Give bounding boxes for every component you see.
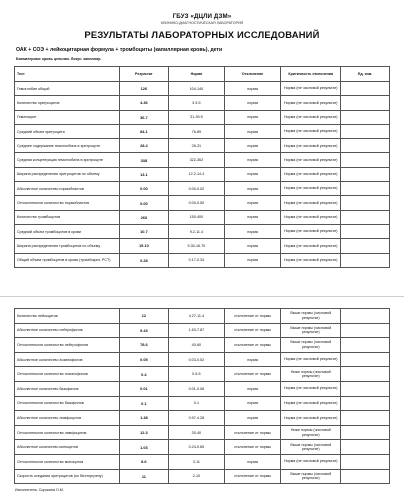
cell-deviation: норма: [225, 110, 281, 124]
cell-unit: [341, 323, 390, 338]
table-row: [15, 210, 390, 224]
cell-unit: [341, 253, 390, 267]
table-row: [15, 182, 390, 196]
cell-criticality: Выше нормы (числовой результат): [281, 440, 341, 455]
cell-test-name: Количество тромбоцитов: [15, 210, 120, 224]
results-table-1: [14, 66, 390, 268]
cell-test-name: Ширина распределения эритроцитов по объему: [15, 167, 120, 181]
cell-criticality: Выше нормы (числовой результат): [281, 323, 341, 338]
cell-norm: 0-1: [168, 396, 224, 411]
table-row: [15, 469, 390, 484]
cell-unit: [341, 309, 390, 324]
table-row: [15, 440, 390, 455]
cell-unit: [341, 96, 390, 110]
cell-test-name: Средний объем тромбоцитов в крови: [15, 224, 120, 238]
table-row: [15, 381, 390, 396]
cell-criticality: Норма (не числовой результат): [281, 454, 341, 469]
cell-norm: 0.03-0.52: [168, 352, 224, 367]
table-row: [15, 411, 390, 426]
table-row: [15, 82, 390, 96]
cell-unit: [341, 411, 390, 426]
cell-deviation: норма: [225, 96, 281, 110]
cell-result: 15.10: [120, 239, 169, 253]
cell-norm: 150-400: [168, 210, 224, 224]
cell-criticality: Норма (не числовой результат): [281, 182, 341, 196]
table-row: [15, 110, 390, 124]
cell-criticality: Норма (не числовой результат): [281, 253, 341, 267]
cell-unit: [341, 124, 390, 138]
cell-result: 10.7: [120, 224, 169, 238]
cell-deviation: норма: [225, 82, 281, 96]
table-row: [15, 454, 390, 469]
column-header-test: Тест: [15, 67, 120, 82]
column-header-norm: Норма: [168, 67, 224, 82]
cell-norm: 31-39.5: [168, 110, 224, 124]
cell-unit: [341, 440, 390, 455]
cell-deviation: норма: [225, 411, 281, 426]
cell-criticality: Норма (не числовой результат): [281, 153, 341, 167]
cell-criticality: Ниже нормы (числовой результат): [281, 367, 341, 382]
cell-norm: 0.00-0.50: [168, 196, 224, 210]
table-row: [15, 309, 390, 324]
page-separator: [0, 296, 404, 297]
results-table-2: [14, 308, 390, 484]
cell-unit: [341, 82, 390, 96]
cell-unit: [341, 367, 390, 382]
table-row: [15, 139, 390, 153]
cell-test-name: Абсолютное количество нормобластов: [15, 182, 120, 196]
cell-criticality: Ниже нормы (числовой результат): [281, 425, 341, 440]
cell-criticality: Норма (не числовой результат): [281, 82, 341, 96]
cell-norm: 322-362: [168, 153, 224, 167]
cell-result: 8.6: [120, 454, 169, 469]
cell-result: 13.1: [120, 167, 169, 181]
table-header-row: [15, 67, 390, 82]
cell-norm: 0.24-0.85: [168, 440, 224, 455]
cell-deviation: норма: [225, 210, 281, 224]
cell-norm: 9.2-11.4: [168, 224, 224, 238]
cell-unit: [341, 425, 390, 440]
cell-norm: 0.17-0.34: [168, 253, 224, 267]
cell-criticality: Норма (не числовой результат): [281, 239, 341, 253]
cell-unit: [341, 338, 390, 353]
cell-criticality: Норма (не числовой результат): [281, 396, 341, 411]
cell-deviation: норма: [225, 381, 281, 396]
cell-norm: 26-31: [168, 139, 224, 153]
cell-criticality: Норма (не числовой результат): [281, 167, 341, 181]
cell-norm: 9.30-16.70: [168, 239, 224, 253]
organization-name: ГБУЗ «ДЦЛИ ДЗМ»: [172, 13, 232, 20]
report-page-2: [14, 302, 390, 500]
cell-criticality: Норма (не числовой результат): [281, 96, 341, 110]
test-panel-name: ОАК + СОЭ + лейкоцитарная формула + тромбоциты (капиллярная кровь), дети: [16, 47, 223, 53]
cell-norm: 30-40: [168, 425, 224, 440]
cell-test-name: Абсолютное количество эозинофилов: [15, 352, 120, 367]
column-header-result: Результат: [120, 67, 169, 82]
cell-deviation: отклонение от нормы: [225, 440, 281, 455]
table-row: [15, 367, 390, 382]
cell-test-name: Относительное количество эозинофилов: [15, 367, 120, 382]
cell-result: 11: [120, 469, 169, 484]
cell-criticality: Норма (не числовой результат): [281, 124, 341, 138]
cell-criticality: Норма (не числовой результат): [281, 352, 341, 367]
cell-norm: 1.63-7.87: [168, 323, 224, 338]
cell-unit: [341, 352, 390, 367]
cell-test-name: Общий объем тромбоцитов в крови (тромбокрит, PCT): [15, 253, 120, 267]
cell-unit: [341, 381, 390, 396]
cell-result: 338: [120, 153, 169, 167]
cell-unit: [341, 239, 390, 253]
cell-unit: [341, 224, 390, 238]
cell-unit: [341, 167, 390, 181]
report-page-1: [14, 0, 390, 293]
cell-deviation: норма: [225, 139, 281, 153]
biomaterial-info: Биоматериал: кровь цельная. Локус: капилляр.: [16, 57, 102, 61]
cell-deviation: отклонение от нормы: [225, 469, 281, 484]
cell-deviation: норма: [225, 253, 281, 267]
table-row: [15, 96, 390, 110]
cell-deviation: норма: [225, 352, 281, 367]
cell-norm: 3.9-5: [168, 96, 224, 110]
cell-test-name: Гемоглобин общий: [15, 82, 120, 96]
cell-norm: 3-11: [168, 454, 224, 469]
cell-result: 0.4: [120, 367, 169, 382]
cell-deviation: отклонение от нормы: [225, 338, 281, 353]
cell-result: 28.4: [120, 139, 169, 153]
cell-norm: 104-140: [168, 82, 224, 96]
cell-result: 126: [120, 82, 169, 96]
cell-criticality: Выше нормы (числовой результат): [281, 469, 341, 484]
table-row: [15, 153, 390, 167]
cell-norm: 4.27-11.4: [168, 309, 224, 324]
cell-deviation: норма: [225, 167, 281, 181]
cell-deviation: норма: [225, 224, 281, 238]
cell-deviation: норма: [225, 396, 281, 411]
cell-deviation: отклонение от нормы: [225, 323, 281, 338]
cell-unit: [341, 110, 390, 124]
cell-criticality: Выше нормы (числовой результат): [281, 309, 341, 324]
cell-result: 0.01: [120, 381, 169, 396]
cell-norm: 76-89: [168, 124, 224, 138]
cell-deviation: отклонение от нормы: [225, 309, 281, 324]
cell-norm: 0.5-5: [168, 367, 224, 382]
cell-deviation: норма: [225, 239, 281, 253]
cell-result: 1.03: [120, 440, 169, 455]
cell-deviation: норма: [225, 153, 281, 167]
column-header-criticality: Критичность отклонения: [281, 67, 341, 82]
cell-result: 84.1: [120, 124, 169, 138]
cell-unit: [341, 139, 390, 153]
cell-test-name: Ширина распределения тромбоцитов по объему: [15, 239, 120, 253]
cell-test-name: Средний объем эритроцита: [15, 124, 120, 138]
cell-deviation: отклонение от нормы: [225, 425, 281, 440]
cell-unit: [341, 153, 390, 167]
cell-test-name: Абсолютное количество нейтрофилов: [15, 323, 120, 338]
cell-criticality: Норма (не числовой результат): [281, 411, 341, 426]
table-row: [15, 338, 390, 353]
cell-criticality: Норма (не числовой результат): [281, 381, 341, 396]
cell-unit: [341, 182, 390, 196]
cell-result: 1.48: [120, 411, 169, 426]
cell-deviation: норма: [225, 124, 281, 138]
cell-test-name: Относительное количество нейтрофилов: [15, 338, 120, 353]
cell-norm: 12.2-14.4: [168, 167, 224, 181]
cell-unit: [341, 469, 390, 484]
cell-deviation: норма: [225, 182, 281, 196]
cell-criticality: Норма (не числовой результат): [281, 224, 341, 238]
cell-norm: 0.00-0.02: [168, 182, 224, 196]
cell-test-name: Гематокрит: [15, 110, 120, 124]
cell-deviation: отклонение от нормы: [225, 367, 281, 382]
cell-test-name: Количество лейкоцитов: [15, 309, 120, 324]
table-row: [15, 196, 390, 210]
table-row: [15, 239, 390, 253]
cell-result: 0.00: [120, 182, 169, 196]
cell-norm: 0.97-4.28: [168, 411, 224, 426]
cell-result: 4.36: [120, 96, 169, 110]
cell-result: 260: [120, 210, 169, 224]
report-title: РЕЗУЛЬТАТЫ ЛАБОРАТОРНЫХ ИССЛЕДОВАНИЙ: [84, 29, 320, 40]
cell-test-name: Абсолютное количество лимфоцитов: [15, 411, 120, 426]
cell-test-name: Среднее содержание гемоглобина в эритроците: [15, 139, 120, 153]
cell-result: 0.28: [120, 253, 169, 267]
cell-unit: [341, 396, 390, 411]
table-row: [15, 396, 390, 411]
cell-test-name: Относительное количество базофилов: [15, 396, 120, 411]
cell-result: 12: [120, 309, 169, 324]
cell-test-name: Скорость оседания эритроцитов (по Вестергрену): [15, 469, 120, 484]
cell-criticality: Норма (не числовой результат): [281, 210, 341, 224]
table-row: [15, 124, 390, 138]
cell-test-name: Относительное количество моноцитов: [15, 454, 120, 469]
laboratory-name: КЛИНИКО-ДИАГНОСТИЧЕСКАЯ ЛАБОРАТОРИЯ: [160, 21, 244, 25]
table-row: [15, 167, 390, 181]
executor-signature: Исполнитель: Сорокина О.М.: [15, 488, 64, 493]
column-header-unit: Ед. изм.: [341, 67, 390, 82]
cell-result: 0.00: [120, 196, 169, 210]
cell-unit: [341, 454, 390, 469]
cell-result: 0.05: [120, 352, 169, 367]
column-header-deviation: Отклонение: [225, 67, 281, 82]
table-row: [15, 352, 390, 367]
cell-result: 78.6: [120, 338, 169, 353]
table-row: [15, 323, 390, 338]
cell-test-name: Относительное количество лимфоцитов: [15, 425, 120, 440]
cell-norm: 0.01-0.06: [168, 381, 224, 396]
cell-result: 9.43: [120, 323, 169, 338]
cell-criticality: Норма (не числовой результат): [281, 139, 341, 153]
cell-norm: 40-60: [168, 338, 224, 353]
table-row: [15, 253, 390, 267]
cell-deviation: норма: [225, 196, 281, 210]
cell-criticality: Норма (не числовой результат): [281, 196, 341, 210]
cell-norm: 2-10: [168, 469, 224, 484]
cell-test-name: Количество эритроцитов: [15, 96, 120, 110]
cell-test-name: Абсолютное количество моноцитов: [15, 440, 120, 455]
cell-result: 12.3: [120, 425, 169, 440]
cell-criticality: Выше нормы (числовой результат): [281, 338, 341, 353]
cell-test-name: Абсолютное количество базофилов: [15, 381, 120, 396]
table-row: [15, 425, 390, 440]
cell-result: 36.7: [120, 110, 169, 124]
cell-unit: [341, 196, 390, 210]
cell-test-name: Средняя концентрация гемоглобина в эритроците: [15, 153, 120, 167]
table-row: [15, 224, 390, 238]
cell-unit: [341, 210, 390, 224]
cell-test-name: Относительное количество нормобластов: [15, 196, 120, 210]
cell-result: 0.1: [120, 396, 169, 411]
cell-deviation: норма: [225, 454, 281, 469]
cell-criticality: Норма (не числовой результат): [281, 110, 341, 124]
